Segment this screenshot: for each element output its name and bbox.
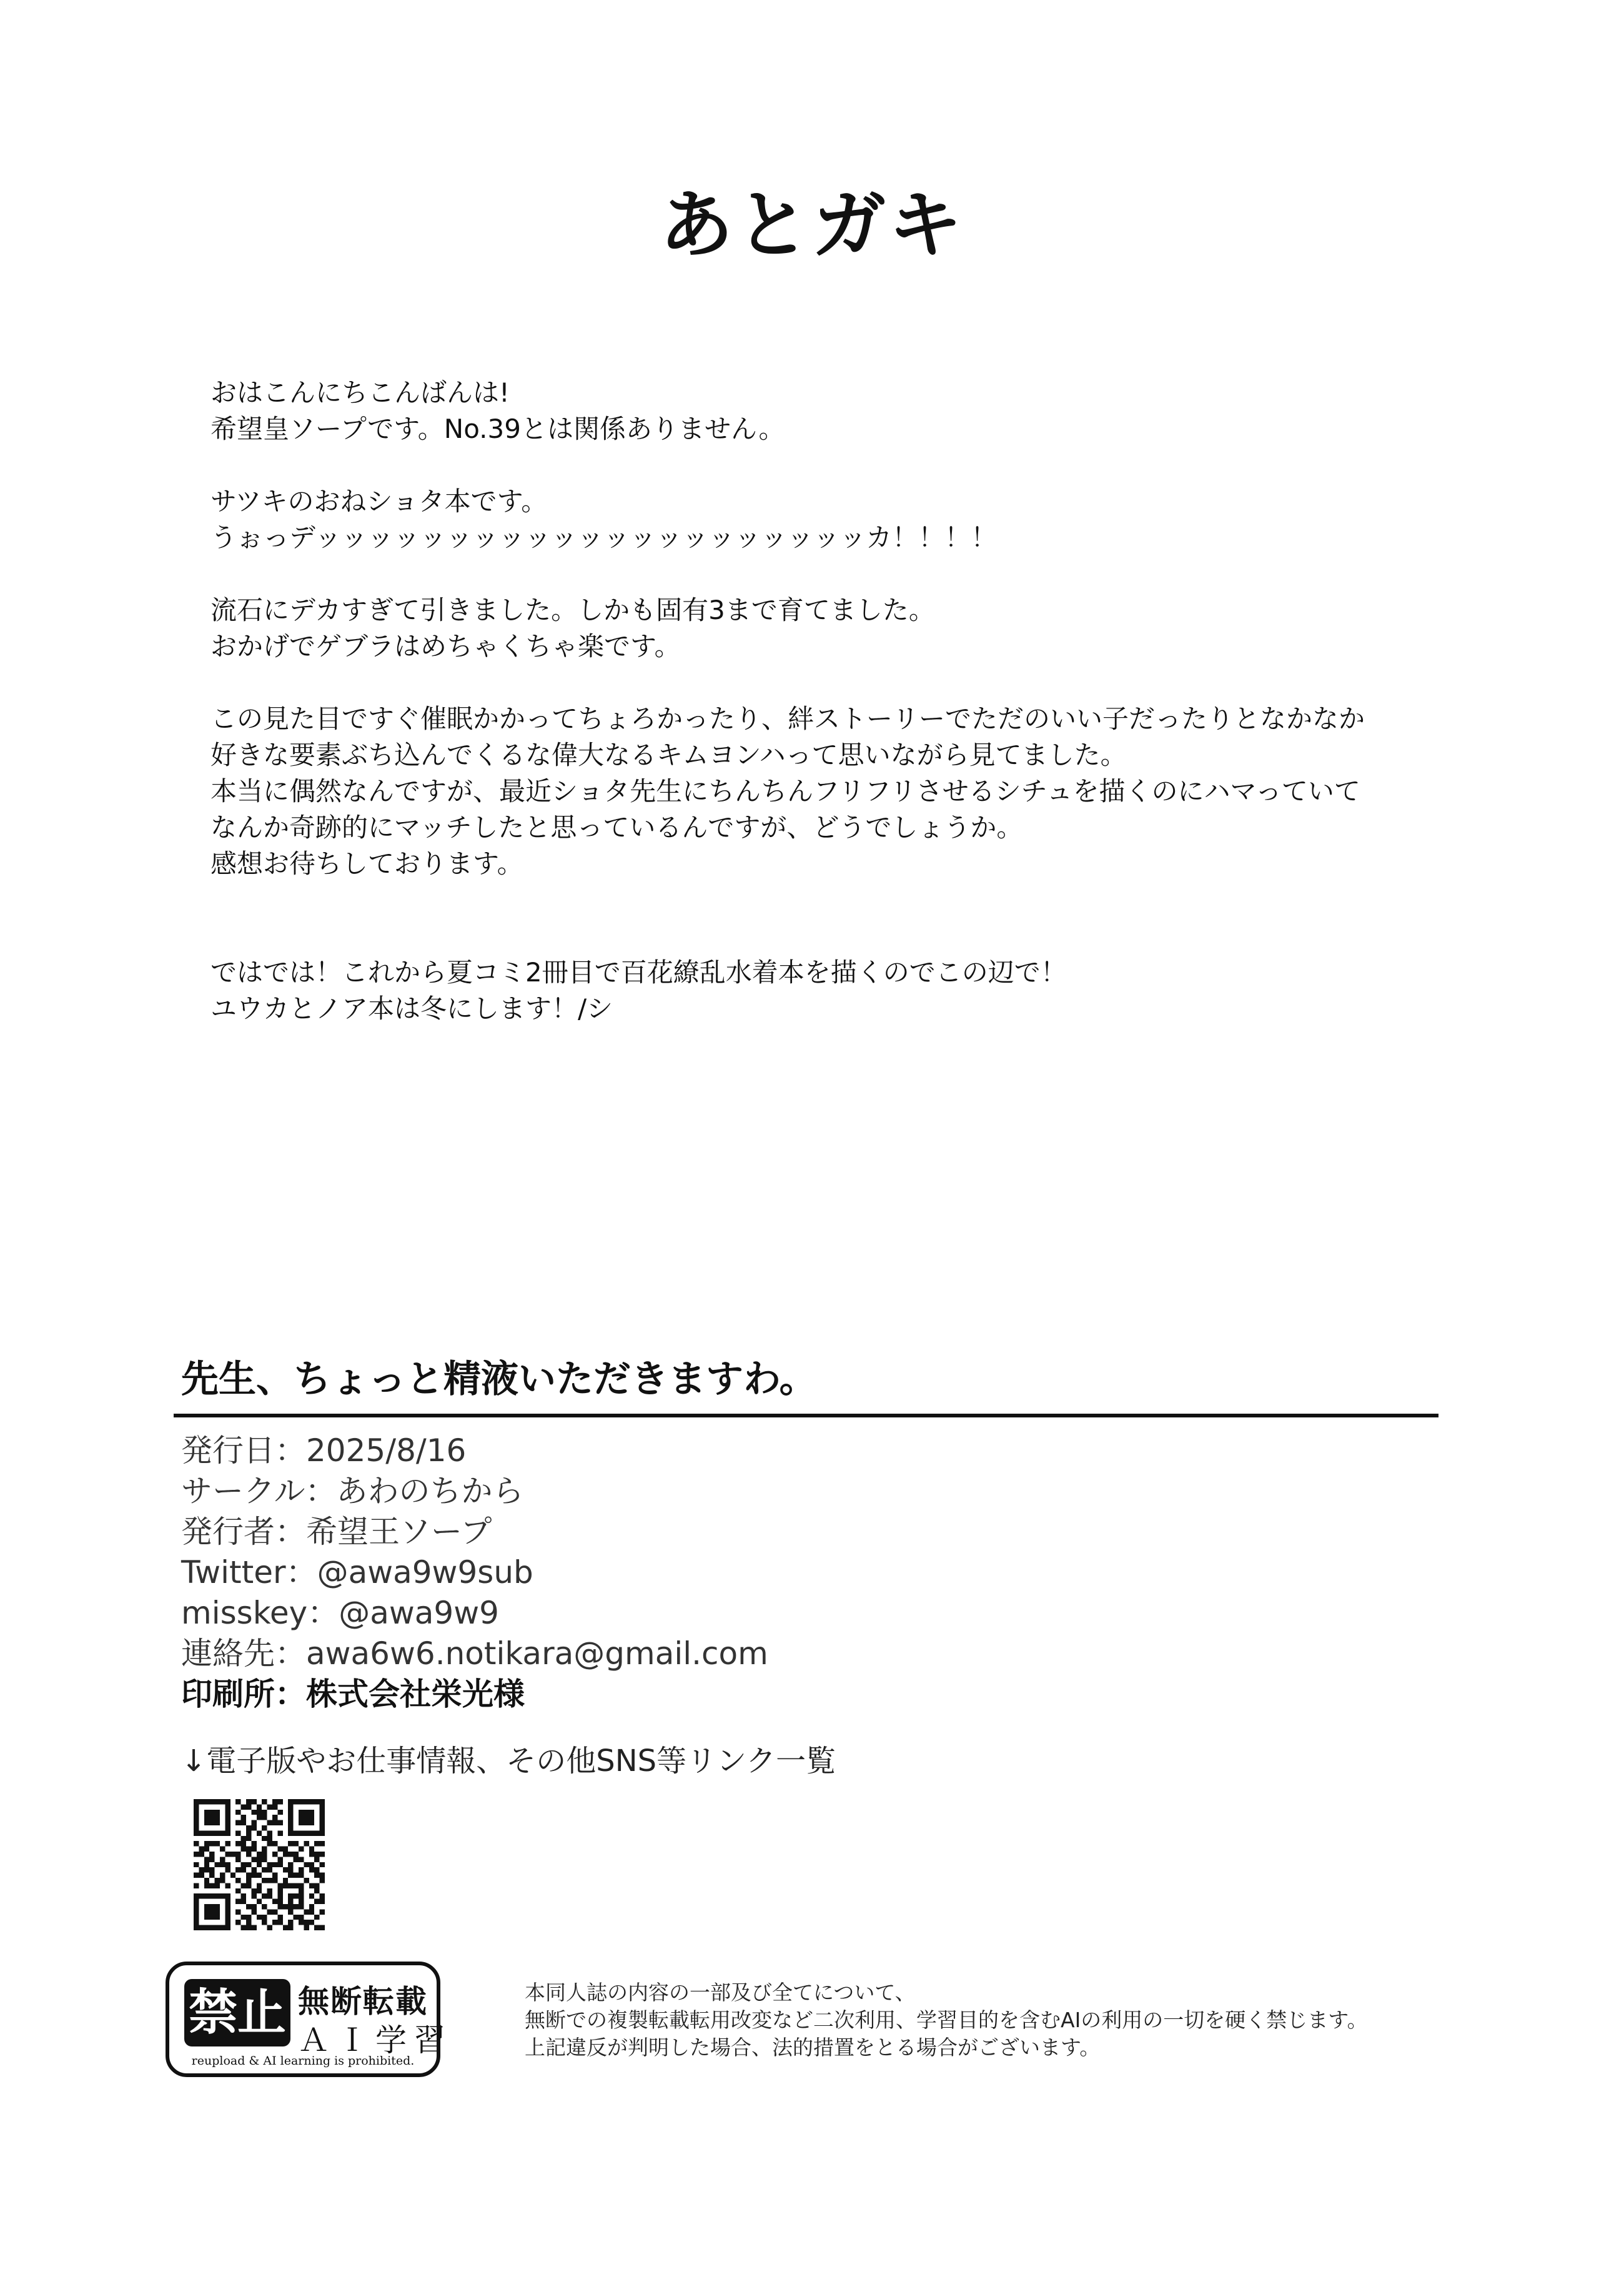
issue-date: 発行日：2025/8/16: [181, 1432, 467, 1469]
circle-name: サークル：あわのちから: [181, 1473, 524, 1509]
misskey-handle: misskey：@awa9w9: [181, 1595, 499, 1631]
publisher: 発行者：希望王ソープ: [181, 1514, 492, 1550]
prohibited-label: 禁止: [184, 1979, 290, 2046]
badge-english-note: reupload & AI learning is prohibited.: [191, 2054, 415, 2068]
colophon-divider: [174, 1414, 1438, 1417]
no-reupload-badge: [166, 1962, 453, 2077]
notice-line: 無断での複製転載転用改変など二次利用、学習目的を含むAIの利用の一切を硬く禁じます。: [525, 2008, 1368, 2032]
twitter-handle: Twitter：@awa9w9sub: [181, 1554, 533, 1590]
afterword-line: ではでは！これから夏コミ2冊目で百花繚乱水着本を描くのでこの辺で！: [210, 957, 1067, 988]
links-note: ↓電子版やお仕事情報、その他SNS等リンク一覧: [181, 1744, 836, 1778]
page-title: あとガキ: [659, 182, 964, 268]
afterword-line: 感想お待ちしております。: [210, 848, 523, 879]
afterword-line: サツキのおねショタ本です。: [210, 486, 548, 517]
afterword-paragraph: [210, 484, 1460, 556]
copyright-notice: [525, 1979, 1368, 2061]
afterword-paragraph: [210, 375, 1460, 447]
afterword-line: ユウカとノア本は冬にします！/シ: [210, 993, 613, 1024]
colophon: [181, 1431, 768, 1715]
afterword-line: おはこんにちこんばんは!: [210, 377, 510, 408]
afterword-line: 本当に偶然なんですが、最近ショタ先生にちんちんフリフリさせるシチュを描くのにハマっていて: [210, 776, 1360, 806]
afterword-paragraph: [210, 955, 1460, 1027]
afterword-line: うぉっデッッッッッッッッッッッッッッッッッッッッッカ！！！！: [210, 522, 998, 553]
afterword-paragraph: [210, 701, 1460, 882]
afterword-line: おかげでゲブラはめちゃくちゃ楽です。: [210, 631, 681, 662]
badge-ai-learning: ＡＩ学習: [298, 2022, 453, 2058]
afterword-line: 流石にデカすぎて引きました。しかも固有3まで育てました。: [210, 595, 935, 625]
qr-code-icon[interactable]: [194, 1799, 325, 1930]
badge-no-reprint: 無断転載: [298, 1983, 428, 2020]
contact-email: 連絡先：awa6w6.notikara@gmail.com: [181, 1635, 768, 1672]
afterword-body: [210, 375, 1460, 1027]
book-title: 先生、ちょっと精液いただきますわ。: [181, 1357, 817, 1401]
afterword-line: 好きな要素ぶち込んでくるな偉大なるキムヨンハって思いながら見てました。: [210, 740, 1127, 770]
afterword-line: 希望皇ソープです。No.39とは関係ありません。: [210, 414, 785, 444]
notice-line: 上記違反が判明した場合、法的措置をとる場合がございます。: [525, 2035, 1101, 2060]
notice-line: 本同人誌の内容の一部及び全てについて、: [525, 1980, 916, 2005]
afterword-line: なんか奇跡的にマッチしたと思っているんですが、どうでしょうか。: [210, 812, 1023, 843]
afterword-paragraph: [210, 592, 1460, 665]
printer: 印刷所：株式会社栄光様: [181, 1676, 525, 1712]
afterword-line: この見た目ですぐ催眠かかってちょろかったり、絆ストーリーでただのいい子だったりとなかなか: [210, 703, 1365, 734]
